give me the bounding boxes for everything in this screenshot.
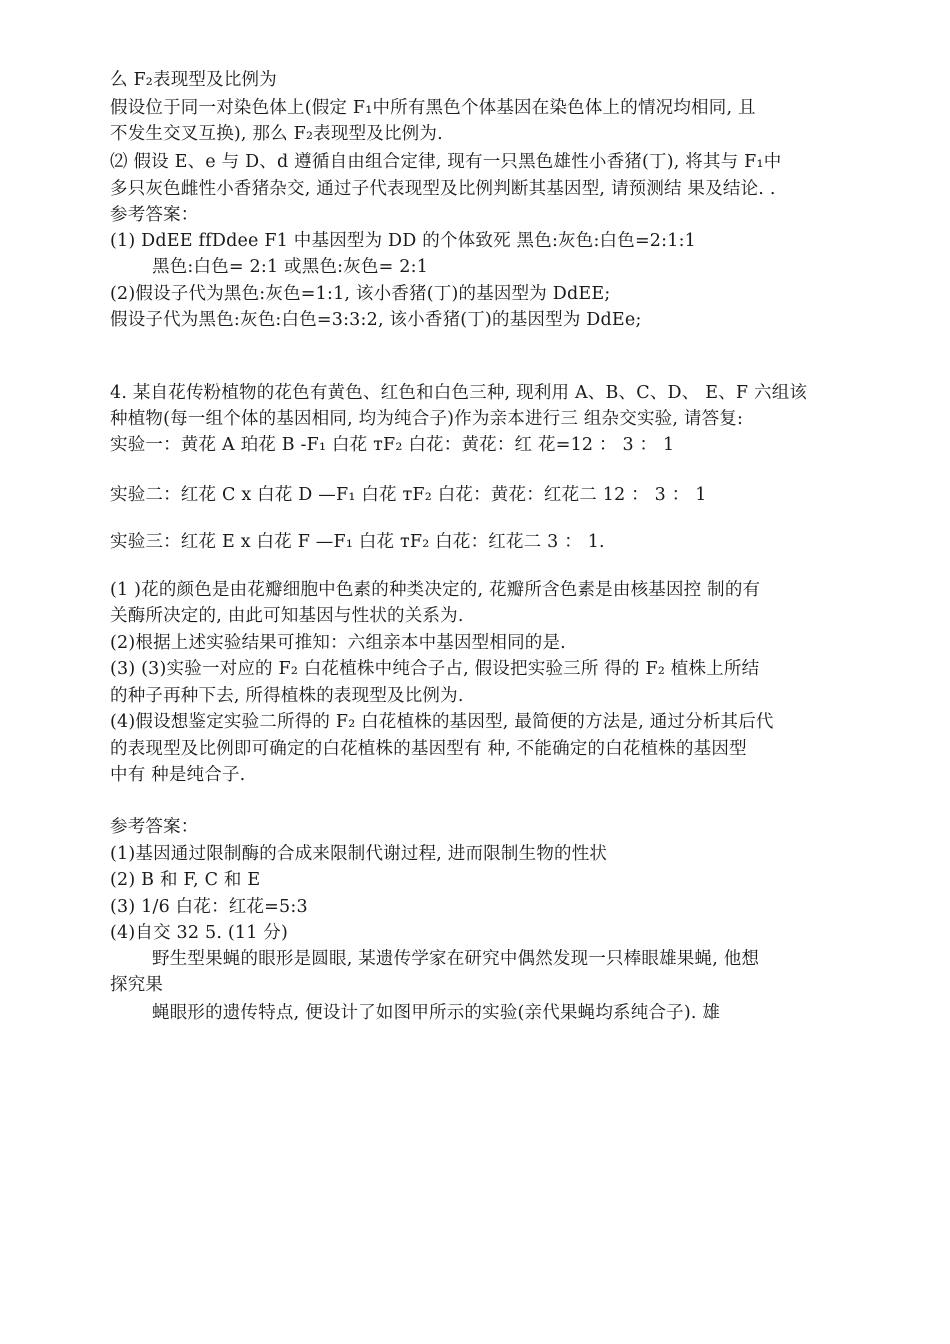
question-line: (2)根据上述实验结果可推知：六组亲本中基因型相同的是. — [110, 633, 566, 653]
question-line: 4. 某自花传粉植物的花色有黄色、红色和白色三种, 现利用 A、B、C、D、 E、F 六组该 — [110, 383, 808, 403]
answer-line: 假设子代为黑色:灰色:白色=3:3:2, 该小香猪(丁)的基因型为 DdEe; — [110, 310, 642, 330]
text-line: 多只灰色雌性小香猪杂交, 通过子代表现型及比例判断其基因型, 请预测结 果及结论. . — [110, 179, 776, 199]
answer-line: 黑色:白色= 2:1 或黑色:灰色= 2:1 — [152, 257, 429, 277]
question-line: 野生型果蝇的眼形是圆眼, 某遗传学家在研究中偶然发现一只棒眼雄果蝇, 他想 — [152, 949, 760, 969]
question-line: 的种子再种下去, 所得植株的表现型及比例为. — [110, 686, 464, 706]
question-line: 蝇眼形的遗传特点, 便设计了如图甲所示的实验(亲代果蝇均系纯合子). 雄 — [152, 1003, 721, 1023]
question-line: (1 )花的颜色是由花瓣细胞中色素的种类决定的, 花瓣所含色素是由核基因控 制的有 — [110, 580, 761, 600]
question-line: (3) (3)实验一对应的 F₂ 白花植株中纯合子占, 假设把实验三所 得的 F₂ 植株上所结 — [110, 659, 760, 679]
answer-line: (3) 1/6 白花：红花=5:3 — [110, 897, 308, 917]
question-line: 种植物(每一组个体的基因相同, 均为纯合子)作为亲本进行三 组杂交实验, 请答复: — [110, 409, 744, 429]
answer-heading: 参考答案： — [110, 205, 199, 225]
text-line: ⑵ 假设 E、e 与 D、d 遵循自由组合定律, 现有一只黑色雄性小香猪(丁), 将其与 F₁中 — [110, 152, 782, 172]
experiment-line: 实验一：黄花 A 珀花 B -F₁ 白花 ᴛF₂ 白花：黄花：红 花=12 ： 3 ： 1 — [110, 435, 675, 455]
text-line: 么 F₂表现型及比例为 — [110, 70, 277, 90]
answer-line: (1) DdEE ffDdee F1 中基因型为 DD 的个体致死 黑色:灰色:白色=2:1:1 — [110, 231, 696, 251]
answer-line: (1)基因通过限制酶的合成来限制代谢过程, 进而限制生物的性状 — [110, 844, 608, 864]
question-line: (4)假设想鉴定实验二所得的 F₂ 白花植株的基因型, 最简便的方法是, 通过分析其后代 — [110, 712, 774, 732]
question-line: 探究果 — [110, 975, 164, 995]
question-line: 关酶所决定的, 由此可知基因与性状的关系为. — [110, 606, 464, 626]
experiment-line: 实验二：红花 C x 白花 D —F₁ 白花 ᴛF₂ 白花：黄花：红花二 12 ： 3 ： 1 — [110, 485, 707, 505]
experiment-line: 实验三：红花 E x 白花 F —F₁ 白花 ᴛF₂ 白花：红花二 3 ： 1. — [110, 532, 605, 552]
question-line: 的表现型及比例即可确定的白花植株的基因型有 种, 不能确定的白花植株的基因型 — [110, 739, 747, 759]
question-line: 中有 种是纯合子. — [110, 765, 246, 785]
answer-line: (4)自交 32 5. (11 分) — [110, 923, 289, 943]
answer-line: (2)假设子代为黑色:灰色=1:1, 该小香猪(丁)的基因型为 DdEE; — [110, 284, 611, 304]
answer-line: (2) B 和 F, C 和 E — [110, 870, 261, 890]
text-line: 假设位于同一对染色体上(假定 F₁中所有黑色个体基因在染色体上的情况均相同, 且 — [110, 98, 756, 118]
text-line: 不发生交叉互换), 那么 F₂表现型及比例为. — [110, 124, 443, 144]
answer-heading: 参考答案： — [110, 817, 199, 837]
